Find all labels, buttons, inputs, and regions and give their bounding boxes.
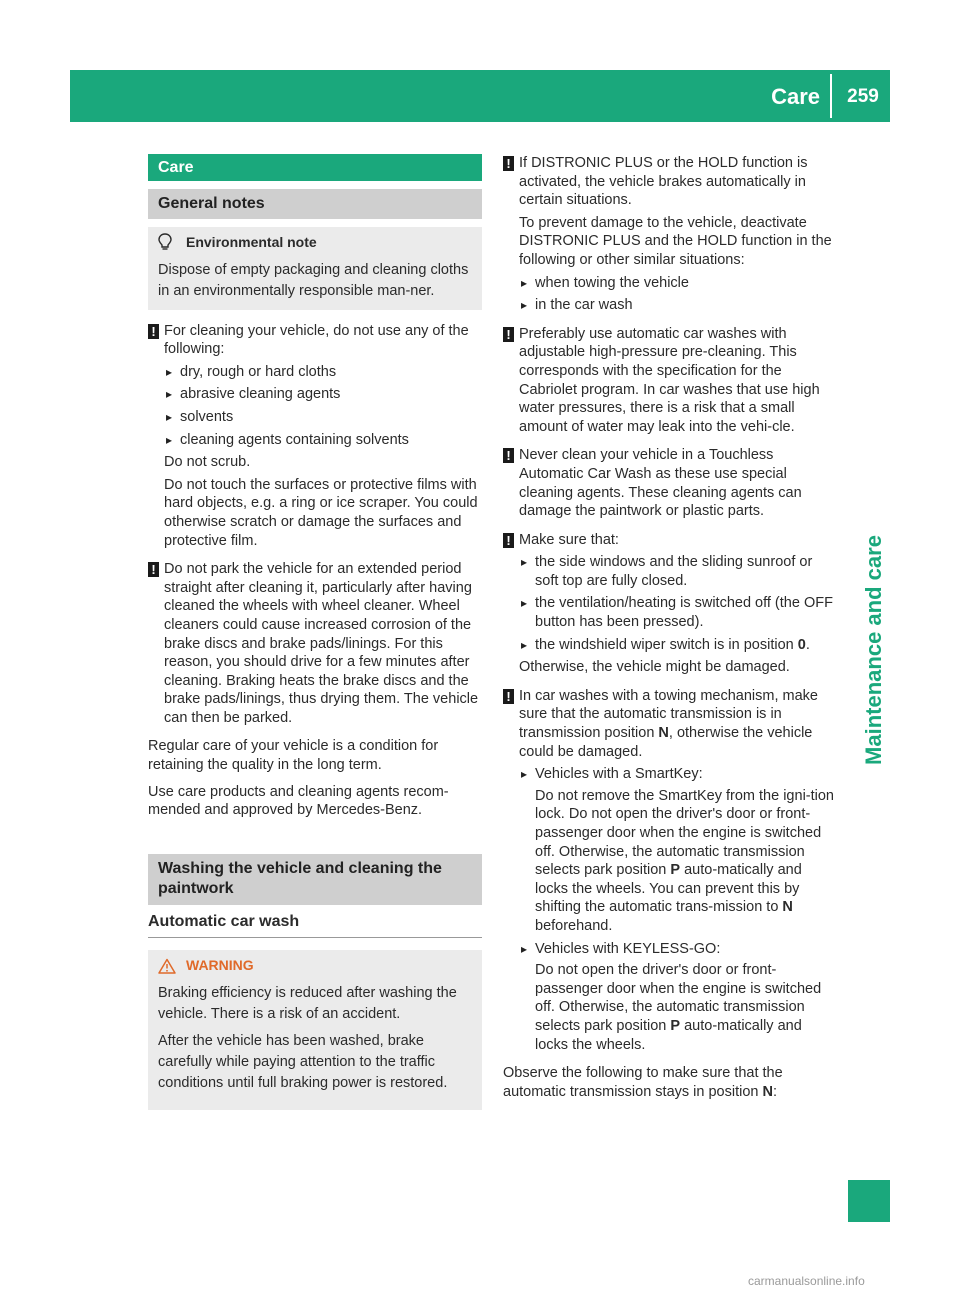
list-item: ▸ the ventilation/heating is switched off (the OFF button has been pressed). — [519, 594, 835, 631]
list-item: ▸ solvents — [164, 408, 482, 427]
position-key: N — [762, 1083, 773, 1100]
list-item-text: the windshield wiper switch is in position — [535, 636, 798, 653]
care-section-bar: Care — [148, 154, 482, 181]
warning-paragraph: Braking efficiency is reduced after washing the vehicle. There is a risk of an accident. — [158, 985, 457, 1023]
list-item — [519, 636, 835, 655]
list-item: ▸ dry, rough or hard cloths — [164, 363, 482, 382]
automatic-car-wash-heading: Automatic car wash — [148, 913, 482, 939]
warning-triangle-icon — [158, 958, 176, 974]
position-key: N — [658, 725, 669, 742]
list-item: ▸ abrasive cleaning agents — [164, 385, 482, 404]
list-item-label: Vehicles with KEYLESS-GO: — [535, 940, 721, 957]
notice-paragraph: Never clean your vehicle in a Touchless Automatic Car Wash as these use special cleaning agents. These cleaning agents can damage the paintwork or plastic parts. — [519, 447, 802, 520]
warning-paragraph: After the vehicle has been washed, brake carefully while paying attention to the traffic conditions until full braking power is restored. — [158, 1033, 448, 1092]
environmental-note-label: Environmental note — [186, 234, 317, 250]
exclamation-icon: ! — [503, 327, 514, 342]
header-section-title: Care — [771, 84, 820, 109]
text-run: Do not remove the SmartKey from the igni-tion lock. Do not open the driver's door or front-passenger door when the engine is switched off. Otherwise, the automatic transmission selects park position — [535, 787, 834, 879]
text-run: : — [772, 1083, 778, 1100]
paragraph-observe — [503, 1064, 835, 1101]
notice-paragraph: Otherwise, the vehicle might be damaged. — [519, 659, 790, 676]
list-item-label: Vehicles with a SmartKey: — [535, 766, 703, 783]
exclamation-icon: ! — [503, 156, 514, 171]
notice-paragraph: Preferably use automatic car washes with adjustable high-pressure pre-cleaning. This corresponds with the specification for the Cabriolet program. In car washes that use high water pressures, there is a risk that a small amount of water may leak into the vehi-cle. — [519, 325, 820, 435]
exclamation-icon: ! — [148, 562, 159, 577]
left-column — [148, 154, 482, 1110]
list-item: ▸ the side windows and the sliding sunroof or soft top are fully closed. — [519, 553, 835, 590]
text-run: auto-matically and locks the wheels. — [535, 1017, 802, 1053]
page-number: 259 — [847, 86, 879, 107]
general-notes-heading: General notes — [148, 189, 482, 219]
position-key: 0 — [797, 636, 806, 653]
watermark: carmanualsonline.info — [748, 1274, 865, 1288]
text-run: In car washes with a towing mechanism, make sure that the automatic transmission is in transmission position — [519, 687, 818, 742]
text-run: beforehand. — [535, 917, 613, 934]
notice-touchless — [503, 446, 835, 520]
bullet-list — [164, 363, 482, 449]
notice-paragraph — [519, 687, 835, 761]
bullet-list — [519, 765, 835, 1054]
notice-intro: For cleaning your vehicle, do not use any of the following: — [164, 322, 469, 358]
warning-label: WARNING — [186, 957, 254, 974]
bullet-list — [519, 274, 835, 315]
position-key: N — [782, 899, 793, 916]
list-item: ▸ when towing the vehicle — [519, 274, 835, 293]
notice-towing-mechanism — [503, 687, 835, 1054]
position-key: P — [670, 1017, 681, 1034]
exclamation-icon: ! — [503, 448, 514, 463]
text-run: Observe the following to make sure that the automatic transmission stays in position — [503, 1065, 783, 1100]
notice-paragraph: Do not scrub. — [164, 454, 251, 471]
right-column — [503, 154, 835, 1109]
text-run: auto-matically and locks the wheels. You can prevent this by shifting the automatic trans-mission to — [535, 862, 802, 916]
paragraph-care-products: Use care products and cleaning agents recom-mended and approved by Mercedes-Benz. — [148, 783, 449, 819]
bullet-list — [519, 553, 835, 654]
environmental-note-body: Dispose of empty packaging and cleaning cloths in an environmentally responsible man-ner. — [158, 261, 469, 299]
text-run: Do not open the driver's door or front-passenger door when the engine is switched off. Otherwise, the automatic transmission selects park position — [535, 962, 822, 1034]
notice-distronic — [503, 154, 835, 315]
list-item: ▸ in the car wash — [519, 296, 835, 315]
notice-paragraph: Do not park the vehicle for an extended period straight after cleaning it, particularly after having cleaned the wheels with wheel cleaner. Wheel cleaners could cause increased corrosion of the brake discs and brake pads/linings. For this reason, you should drive for a few minutes after cleaning. Braking heats the brake discs and the brake pads/linings, thus drying them. The vehicle can then be parked. — [164, 561, 479, 726]
notice-pre-cleaning — [503, 325, 835, 437]
notice-paragraph: To prevent damage to the vehicle, deactivate DISTRONIC PLUS and the HOLD function in the following or other similar situations: — [519, 214, 832, 268]
exclamation-icon: ! — [503, 533, 514, 548]
header-divider — [830, 74, 832, 118]
exclamation-icon: ! — [503, 689, 514, 704]
notice-parking-after-cleaning — [148, 560, 482, 727]
position-key: P — [670, 862, 681, 879]
list-item-detail — [535, 961, 835, 1054]
warning-title — [158, 956, 474, 975]
side-tab-label: Maintenance and care — [861, 535, 886, 765]
side-tab-marker — [848, 1180, 890, 1222]
lightbulb-icon — [158, 233, 172, 251]
notice-paragraph: If DISTRONIC PLUS or the HOLD function is activated, the vehicle brakes automatically in certain situations. — [519, 155, 808, 209]
list-item-text: . — [805, 636, 810, 653]
list-item — [519, 940, 835, 1055]
notice-make-sure — [503, 531, 835, 677]
notice-paragraph: Do not touch the surfaces or protective films with hard objects, e.g. a ring or ice scraper. You could otherwise scratch or damage the surfaces and protective film. — [164, 476, 478, 549]
list-item — [519, 765, 835, 935]
notice-intro: Make sure that: — [519, 531, 619, 548]
exclamation-icon: ! — [148, 324, 159, 339]
washing-section-heading: Washing the vehicle and cleaning the paintwork — [148, 854, 482, 905]
list-item-detail — [535, 787, 835, 936]
environmental-note-title — [158, 233, 474, 252]
environmental-note-box — [148, 227, 482, 310]
warning-box — [148, 950, 482, 1110]
list-item: ▸ cleaning agents containing solvents — [164, 431, 482, 450]
notice-cleaning-materials — [148, 322, 482, 551]
paragraph-regular-care: Regular care of your vehicle is a condition for retaining the quality in the long term. — [148, 738, 439, 774]
text-run: , otherwise the vehicle could be damaged. — [519, 725, 813, 760]
